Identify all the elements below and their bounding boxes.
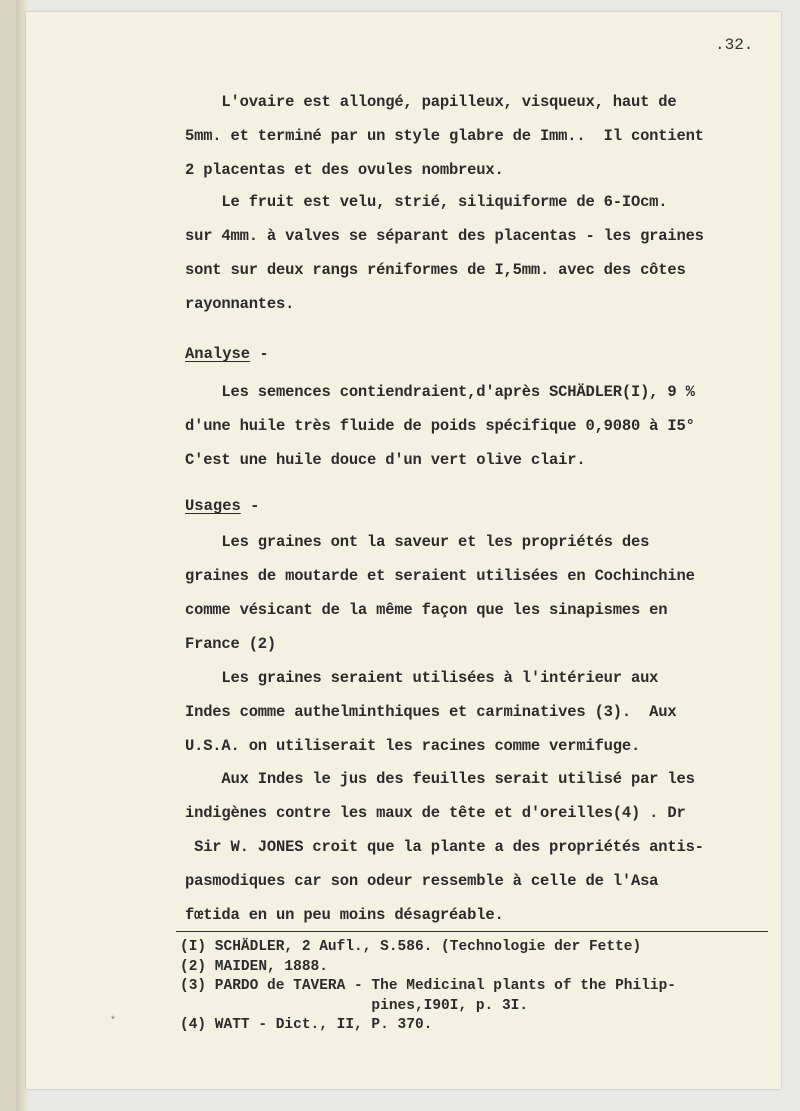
heading-usages-dash: - xyxy=(240,497,260,515)
heading-usages xyxy=(185,497,259,515)
paragraph-analyse: Les semences contiendraient,d'après SCHÄDLER(I), 9 % d'une huile très fluide de poids spécifique 0,9080 à I5° C'est une huile douce d'un vert olive clair. xyxy=(185,383,695,469)
heading-analyse xyxy=(185,345,269,363)
margin-mark: * xyxy=(110,1016,117,1027)
footnote-divider xyxy=(176,931,768,932)
paragraph-usages-2: Les graines seraient utilisées à l'intérieur aux Indes comme authelminthiques et carminatives (3). Aux U.S.A. on utiliserait les racines comme vermifuge. xyxy=(185,669,677,755)
paragraph-usages-3: Aux Indes le jus des feuilles serait utilisé par les indigènes contre les maux de tête et d'oreilles(4) . Dr Sir W. JONES croit que la plante a des propriétés antis- pasmodiques car son odeur ressemble à celle de l'Asa fœtida en un peu moins désagréable. xyxy=(185,770,704,924)
page-number: .32. xyxy=(715,36,754,54)
heading-analyse-dash: - xyxy=(250,345,269,363)
paragraph-fruit: Le fruit est velu, strié, siliquiforme de 6-IOcm. sur 4mm. à valves se séparant des placentas - les graines sont sur deux rangs réniformes de I,5mm. avec des côtes rayonnantes. xyxy=(185,193,704,313)
previous-page-edge xyxy=(0,0,17,1111)
paragraph-usages-1: Les graines ont la saveur et les propriétés des graines de moutarde et seraient utilisées en Cochinchine comme vésicant de la même façon que les sinapismes en France (2) xyxy=(185,533,695,653)
paragraph-ovaire: L'ovaire est allongé, papilleux, visqueux, haut de 5mm. et terminé par un style glabre de Imm.. Il contient 2 placentas et des ovules nombreux. xyxy=(185,93,704,179)
heading-usages-label: Usages xyxy=(185,497,241,515)
heading-analyse-label: Analyse xyxy=(185,345,251,363)
footnotes: (I) SCHÄDLER, 2 Aufl., S.586. (Technologie der Fette) (2) MAIDEN, 1888. (3) PARDO de TAVERA - The Medicinal plants of the Philip- pines,I90I, p. 3I. (4) WATT - Dict., II, P. 370. xyxy=(180,939,676,1033)
